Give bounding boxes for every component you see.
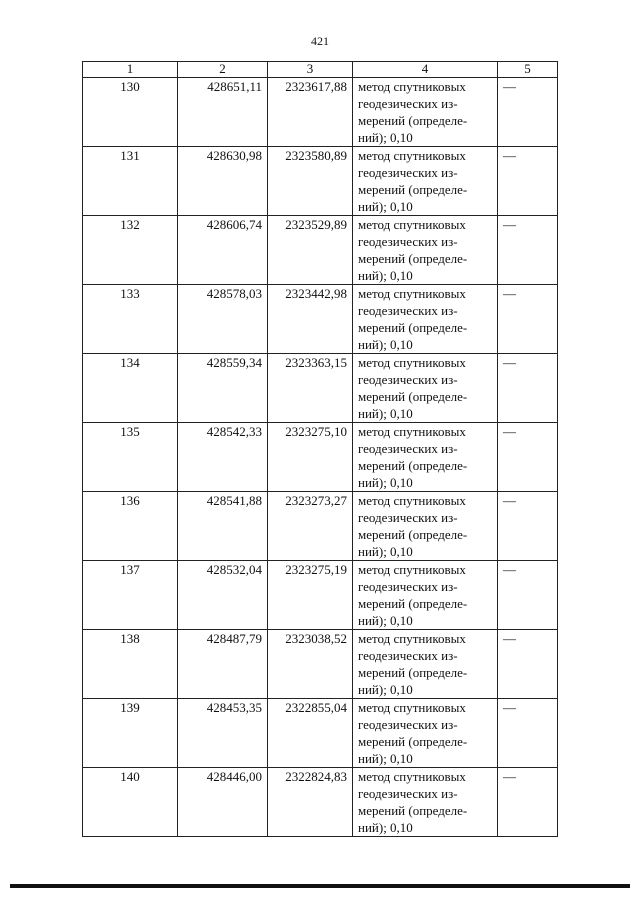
table-cell-c3: 2323273,27 — [268, 492, 353, 561]
table-row — [83, 699, 558, 768]
table-cell-c4: метод спутниковых геодезических из- мерений (определе- ний); 0,10 — [353, 630, 498, 699]
table-row — [83, 423, 558, 492]
table-cell-c1: 133 — [83, 285, 178, 354]
table-cell-c1: 140 — [83, 768, 178, 837]
table-cell-c5: — — [498, 216, 558, 285]
table-row — [83, 216, 558, 285]
table-cell-c5: — — [498, 78, 558, 147]
coordinates-table — [82, 61, 558, 837]
table-cell-c5: — — [498, 354, 558, 423]
table-cell-c3: 2323275,19 — [268, 561, 353, 630]
table-cell-c1: 138 — [83, 630, 178, 699]
table-row — [83, 78, 558, 147]
table-cell-c5: — — [498, 630, 558, 699]
table-cell-c2: 428578,03 — [178, 285, 268, 354]
table-cell-c4: метод спутниковых геодезических из- мерений (определе- ний); 0,10 — [353, 354, 498, 423]
table-cell-c5: — — [498, 492, 558, 561]
page-number: 421 — [311, 34, 329, 48]
table-cell-c3: 2323275,10 — [268, 423, 353, 492]
table-cell-c1: 134 — [83, 354, 178, 423]
table-cell-c3: 2323617,88 — [268, 78, 353, 147]
table-cell-c3: 2323442,98 — [268, 285, 353, 354]
table-cell-c2: 428532,04 — [178, 561, 268, 630]
table-cell-c5: — — [498, 561, 558, 630]
column-header-2: 2 — [178, 62, 268, 78]
column-header-4: 4 — [353, 62, 498, 78]
column-header-5: 5 — [498, 62, 558, 78]
table-cell-c2: 428630,98 — [178, 147, 268, 216]
table-cell-c5: — — [498, 147, 558, 216]
table-cell-c2: 428542,33 — [178, 423, 268, 492]
table-cell-c3: 2323580,89 — [268, 147, 353, 216]
table-cell-c4: метод спутниковых геодезических из- мерений (определе- ний); 0,10 — [353, 768, 498, 837]
table-row — [83, 768, 558, 837]
table-body — [83, 78, 558, 837]
table-cell-c5: — — [498, 768, 558, 837]
column-header-1: 1 — [83, 62, 178, 78]
table-row — [83, 285, 558, 354]
table-row — [83, 354, 558, 423]
table-cell-c5: — — [498, 699, 558, 768]
table-cell-c3: 2323363,15 — [268, 354, 353, 423]
table-row — [83, 147, 558, 216]
column-header-3: 3 — [268, 62, 353, 78]
table-row — [83, 492, 558, 561]
table-cell-c2: 428651,11 — [178, 78, 268, 147]
table-cell-c2: 428487,79 — [178, 630, 268, 699]
table-cell-c2: 428453,35 — [178, 699, 268, 768]
table-cell-c4: метод спутниковых геодезических из- мерений (определе- ний); 0,10 — [353, 492, 498, 561]
table-cell-c1: 131 — [83, 147, 178, 216]
table-row — [83, 561, 558, 630]
table-cell-c2: 428606,74 — [178, 216, 268, 285]
table-cell-c2: 428541,88 — [178, 492, 268, 561]
table-cell-c3: 2323529,89 — [268, 216, 353, 285]
table-cell-c1: 130 — [83, 78, 178, 147]
table-header-row — [83, 62, 558, 78]
table-cell-c1: 135 — [83, 423, 178, 492]
table-cell-c3: 2323038,52 — [268, 630, 353, 699]
table-cell-c1: 137 — [83, 561, 178, 630]
table-cell-c2: 428446,00 — [178, 768, 268, 837]
table-cell-c1: 136 — [83, 492, 178, 561]
table-cell-c5: — — [498, 285, 558, 354]
table-cell-c4: метод спутниковых геодезических из- мерений (определе- ний); 0,10 — [353, 561, 498, 630]
table-cell-c5: — — [498, 423, 558, 492]
table-cell-c3: 2322855,04 — [268, 699, 353, 768]
table-cell-c4: метод спутниковых геодезических из- мерений (определе- ний); 0,10 — [353, 423, 498, 492]
table-cell-c4: метод спутниковых геодезических из- мерений (определе- ний); 0,10 — [353, 285, 498, 354]
table-cell-c3: 2322824,83 — [268, 768, 353, 837]
bottom-rule — [10, 884, 630, 888]
table-cell-c4: метод спутниковых геодезических из- мерений (определе- ний); 0,10 — [353, 78, 498, 147]
table-cell-c4: метод спутниковых геодезических из- мерений (определе- ний); 0,10 — [353, 147, 498, 216]
table-cell-c1: 132 — [83, 216, 178, 285]
table-cell-c4: метод спутниковых геодезических из- мерений (определе- ний); 0,10 — [353, 216, 498, 285]
table-row — [83, 630, 558, 699]
table-cell-c2: 428559,34 — [178, 354, 268, 423]
table-cell-c1: 139 — [83, 699, 178, 768]
table-cell-c4: метод спутниковых геодезических из- мерений (определе- ний); 0,10 — [353, 699, 498, 768]
